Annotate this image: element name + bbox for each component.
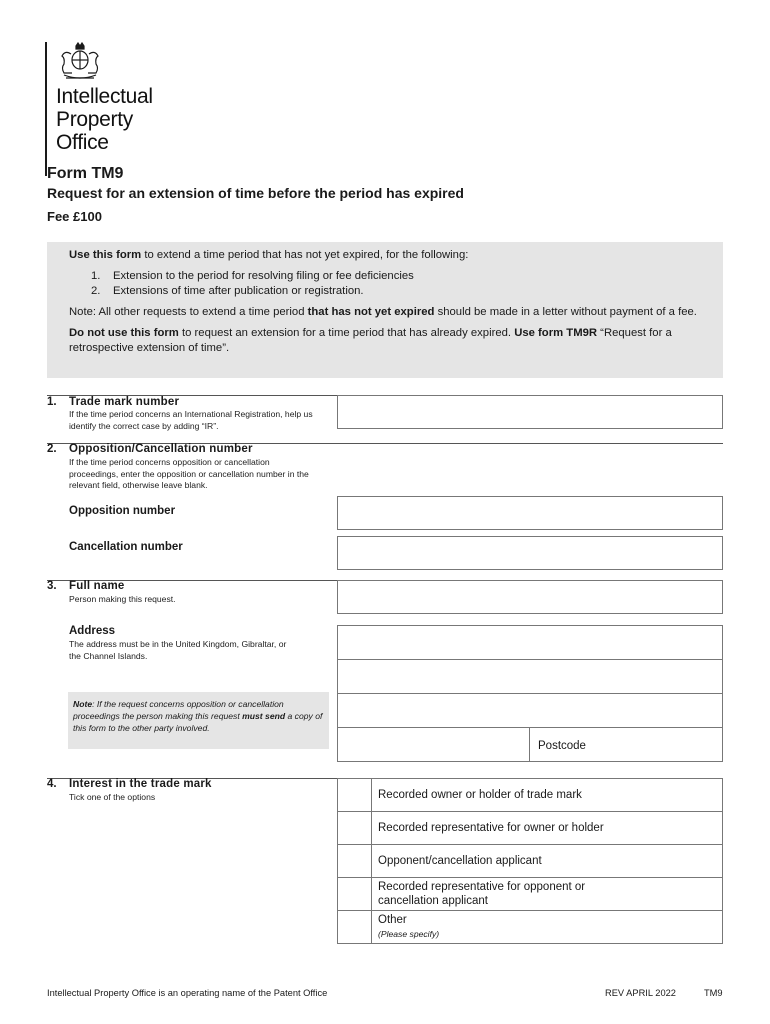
opposition-number-input[interactable] [337, 496, 723, 530]
list-item-number: 1. [91, 270, 101, 282]
option-label: Recorded owner or holder of trade mark [378, 789, 582, 801]
note-text-b: should be made in a letter without payment of a fee. [434, 306, 697, 318]
section-1-number: 1. [47, 396, 57, 408]
address-label: Address [69, 625, 116, 637]
interest-option-opponent-representative [337, 877, 723, 911]
address-line-2-input[interactable] [337, 659, 723, 694]
section-1-help: If the time period concerns an International Registration, help us identify the correct case by adding “IR”. [69, 409, 313, 431]
intro-bold-text: Use this form [69, 249, 142, 261]
instructions-warning [69, 326, 713, 356]
instructions-list [91, 269, 713, 299]
section-3-title: Full name [69, 580, 125, 592]
intro-text: to extend a time period that has not yet expired, for the following: [141, 249, 469, 261]
footer-revision: REV APRIL 2022 [605, 988, 676, 998]
ipo-logo [45, 42, 153, 176]
address-help: The address must be in the United Kingdom, Gibraltar, or the Channel Islands. [69, 639, 287, 661]
form-title: Form TM9 [47, 165, 124, 182]
instructions-box [47, 242, 723, 378]
note-text-b: a copy of this form to the other party involved. [73, 711, 323, 733]
note-text-a: : If the request concerns opposition or cancellation proceedings the person making this request [73, 699, 284, 721]
footer-text: Intellectual Property Office is an operating name of the Patent Office [47, 988, 328, 998]
option-label: Recorded representative for opponent or cancellation applicant [378, 881, 586, 907]
address-line-4-input[interactable] [337, 727, 530, 762]
interest-option-owner [337, 778, 723, 812]
option-label: Recorded representative for owner or holder [378, 822, 604, 834]
option-checkbox[interactable] [338, 845, 372, 877]
full-name-input[interactable] [337, 580, 723, 614]
list-item-text: Extensions of time after publication or registration. [113, 285, 364, 297]
section-4-help: Tick one of the options [69, 792, 156, 802]
warning-bold-text-2: Use form TM9R [514, 327, 598, 339]
note-box [68, 692, 329, 749]
section-2-help: If the time period concerns opposition or cancellation proceedings, enter the opposition or cancellation number in the relevant field, otherwise leave blank. [69, 457, 309, 490]
list-item-number: 2. [91, 285, 101, 297]
interest-option-other [337, 910, 723, 944]
list-item [91, 269, 713, 284]
warning-text-a: to request an extension for a time period that has already expired. [178, 327, 515, 339]
address-line-3-input[interactable] [337, 693, 723, 728]
royal-crest-icon [58, 42, 102, 80]
cancellation-number-input[interactable] [337, 536, 723, 570]
opposition-number-label: Opposition number [69, 505, 176, 517]
section-3-number: 3. [47, 580, 57, 592]
interest-option-opponent [337, 844, 723, 878]
option-label: Opponent/cancellation applicant [378, 855, 542, 867]
section-2-number: 2. [47, 443, 57, 455]
form-subtitle: Request for an extension of time before the period has expired [47, 185, 464, 201]
option-checkbox[interactable] [338, 878, 372, 910]
trade-mark-number-input[interactable] [337, 395, 723, 429]
list-item-text: Extension to the period for resolving filing or fee deficiencies [113, 270, 414, 282]
section-3-help: Person making this request. [69, 594, 176, 604]
note-text-a: Note: All other requests to extend a time period [69, 306, 308, 318]
org-name-line-1: Intellectual [56, 85, 153, 108]
option-sublabel: (Please specify) [378, 929, 440, 939]
list-item [91, 284, 713, 299]
address-line-1-input[interactable] [337, 625, 723, 660]
section-4-title: Interest in the trade mark [69, 778, 212, 790]
org-name-line-2: Property [56, 108, 133, 131]
footer-form-code: TM9 [704, 988, 723, 998]
warning-text-b: “Request for a retrospective extension of time”. [69, 327, 672, 354]
warning-bold-text: Do not use this form [69, 327, 179, 339]
section-2-title: Opposition/Cancellation number [69, 443, 253, 455]
note-label: Note [73, 699, 93, 709]
option-checkbox[interactable] [338, 779, 372, 811]
option-checkbox[interactable] [338, 911, 372, 943]
note-bold-text: must send [242, 711, 286, 721]
instructions-intro [69, 248, 713, 263]
postcode-label: Postcode [538, 740, 586, 752]
note-bold-text: that has not yet expired [307, 306, 435, 318]
section-1-title: Trade mark number [69, 396, 180, 408]
option-label: Other [378, 914, 407, 926]
cancellation-number-label: Cancellation number [69, 541, 183, 553]
interest-option-owner-representative [337, 811, 723, 845]
instructions-note [69, 305, 713, 320]
option-checkbox[interactable] [338, 812, 372, 844]
fee-label: Fee £100 [47, 209, 102, 224]
org-name-line-3: Office [56, 131, 109, 154]
section-4-number: 4. [47, 778, 57, 790]
